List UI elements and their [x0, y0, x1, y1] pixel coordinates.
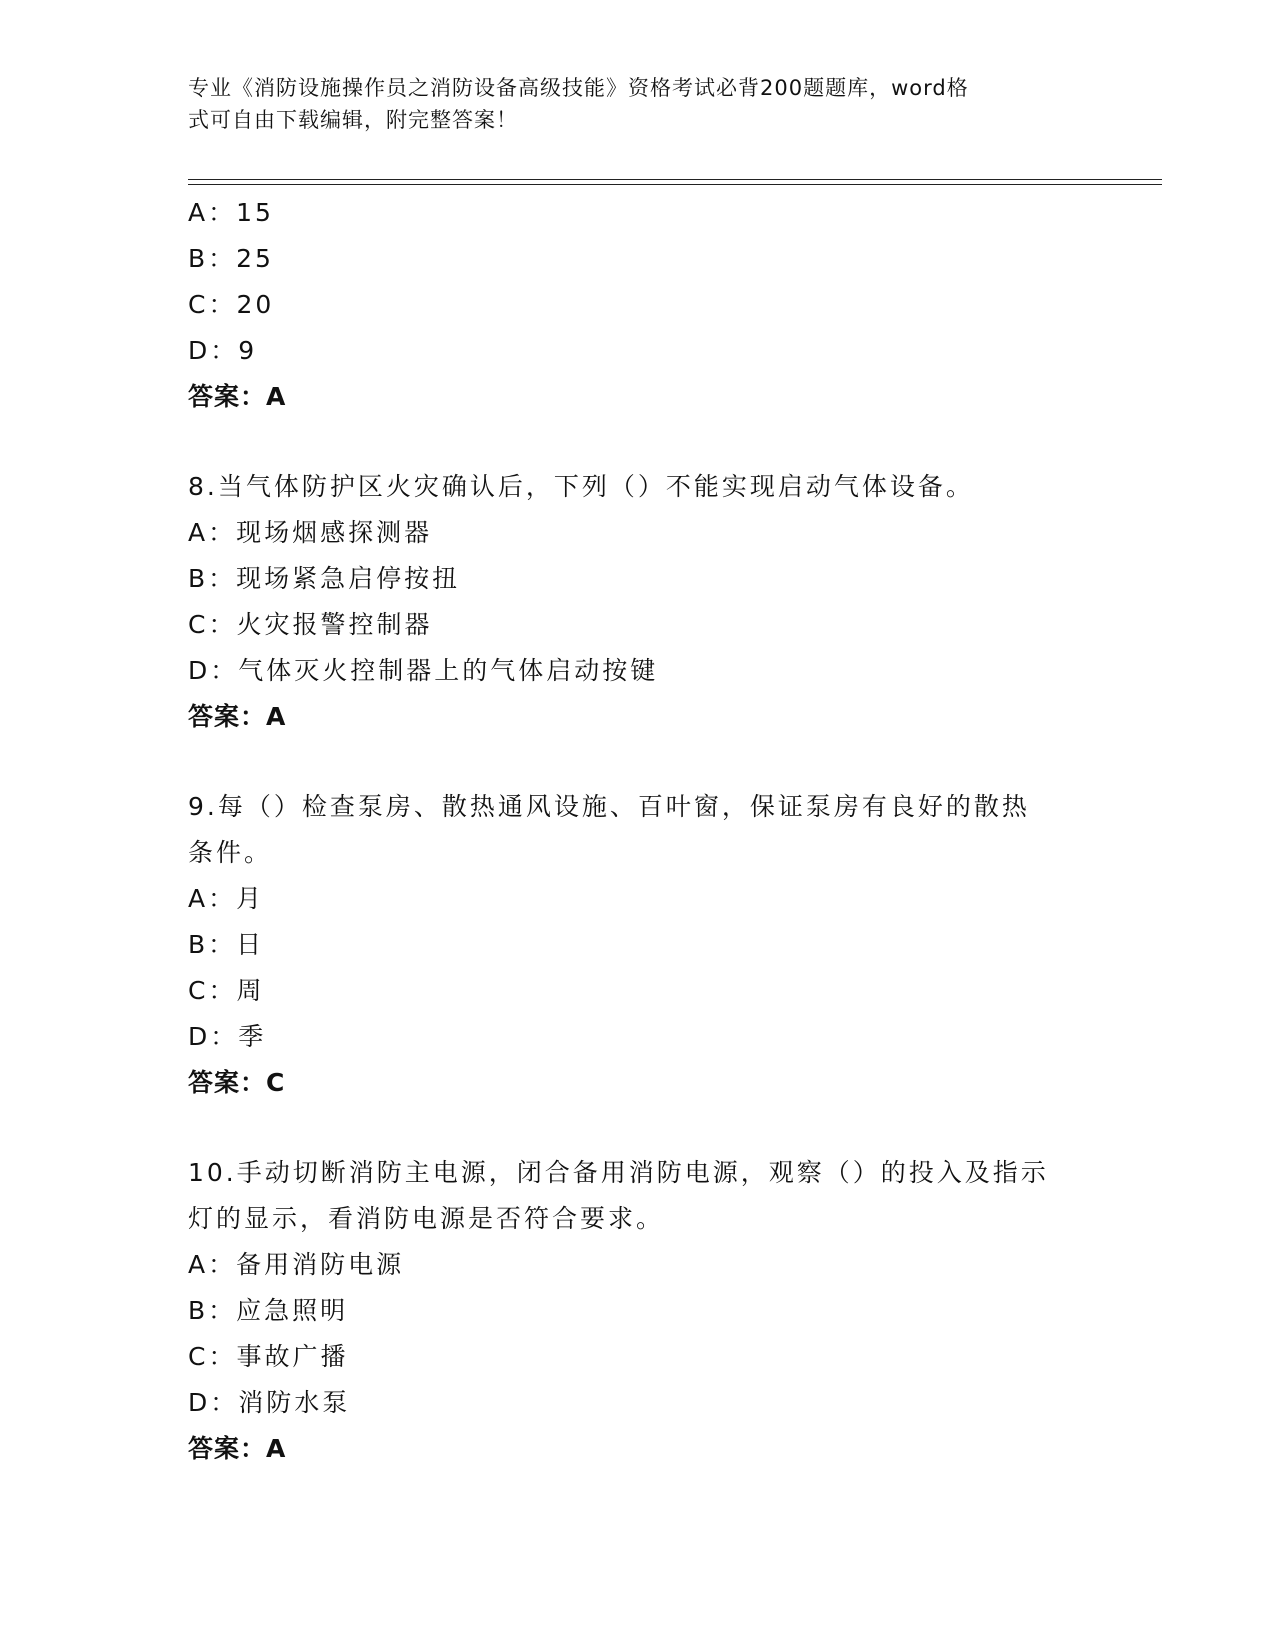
header-divider-bottom: [188, 184, 1162, 185]
option-d: D：消防水泵: [188, 1388, 351, 1417]
option-b: B：应急照明: [188, 1296, 349, 1325]
option-b: B：25: [188, 244, 274, 273]
option-d: D：气体灭火控制器上的气体启动按键: [188, 656, 659, 685]
option-d: D：季: [188, 1022, 267, 1051]
question-text-line: 10.手动切断消防主电源，闭合备用消防电源，观察（）的投入及指示: [188, 1158, 1049, 1187]
option-b: B：日: [188, 930, 265, 959]
answer-line: 答案：A: [188, 382, 287, 411]
option-a: A：月: [188, 884, 265, 913]
option-d: D：9: [188, 336, 258, 365]
option-c: C：火灾报警控制器: [188, 610, 433, 639]
option-a: A：现场烟感探测器: [188, 518, 433, 547]
option-b: B：现场紧急启停按扭: [188, 564, 461, 593]
header-divider-top: [188, 179, 1162, 180]
question-text-line: 灯的显示，看消防电源是否符合要求。: [188, 1204, 665, 1233]
question-content: [188, 190, 1088, 1472]
header-line-2: 式可自由下载编辑，附完整答案！: [188, 108, 518, 132]
document-header: [188, 72, 1088, 136]
answer-line: 答案：A: [188, 702, 287, 731]
header-line-1: 专业《消防设施操作员之消防设备高级技能》资格考试必背200题题库，word格: [188, 76, 969, 100]
question-10-block: [188, 1150, 1088, 1472]
option-a: A：备用消防电源: [188, 1250, 405, 1279]
answer-line: 答案：A: [188, 1434, 287, 1463]
option-c: C：20: [188, 290, 275, 319]
question-7-block: [188, 190, 1088, 420]
option-a: A：15: [188, 198, 274, 227]
question-text-line: 9.每（）检查泵房、散热通风设施、百叶窗，保证泵房有良好的散热: [188, 792, 1030, 821]
option-c: C：事故广播: [188, 1342, 349, 1371]
question-8-block: [188, 464, 1088, 740]
option-c: C：周: [188, 976, 265, 1005]
question-9-block: [188, 784, 1088, 1106]
question-text-line: 条件。: [188, 838, 273, 867]
question-text-line: 8.当气体防护区火灾确认后，下列（）不能实现启动气体设备。: [188, 472, 974, 501]
answer-line: 答案：C: [188, 1068, 286, 1097]
